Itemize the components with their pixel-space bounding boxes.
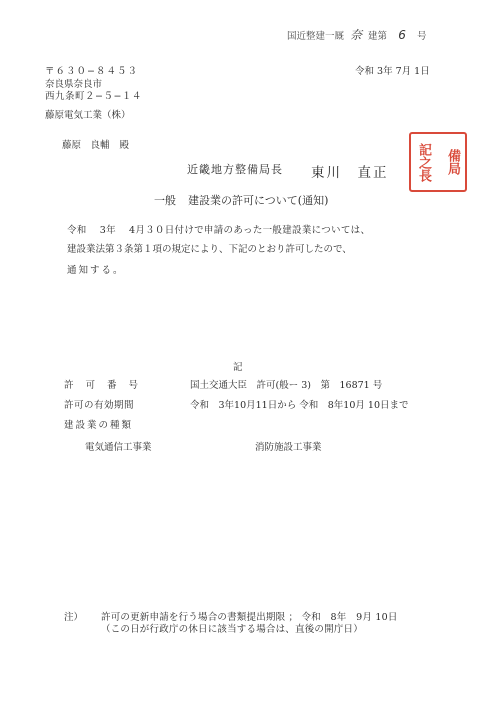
addressee-name: 藤原 良輔 xyxy=(62,140,110,151)
doc-number-handwritten-char: 奈 xyxy=(350,28,363,42)
validity-period-value: 令和 3年10月11日から 令和 8年10月 10日まで xyxy=(190,400,409,411)
subject-title: 建設業の許可について(通知) xyxy=(188,194,329,207)
seal-column-3: 記之長 xyxy=(416,142,431,182)
business-type-label: 建設業の種類 xyxy=(64,420,134,431)
addressee xyxy=(62,141,129,151)
details-heading: 記 xyxy=(233,362,243,373)
issue-date: 令和 3年 7月 1日 xyxy=(355,66,430,77)
doc-number-middle: 建第 xyxy=(368,31,388,42)
subject-prefix: 一般 xyxy=(154,194,176,207)
seal-column-1: 備局 xyxy=(445,149,460,175)
doc-number-prefix: 国近整建一厩 xyxy=(287,31,345,42)
company-name: 藤原電気工業（株） xyxy=(45,110,131,121)
note-line-1: 許可の更新申請を行う場合の書類提出期限 ； 令和 8年 9月 10日 xyxy=(101,612,398,623)
body-line-3: 通知する。 xyxy=(67,265,125,276)
business-type-fire-protection: 消防施設工事業 xyxy=(255,442,322,453)
note-marker: 注） xyxy=(64,612,84,623)
business-type-telecom: 電気通信工事業 xyxy=(85,442,152,453)
validity-period-label: 許可の有効期間 xyxy=(64,400,135,411)
doc-number-suffix: 号 xyxy=(417,31,427,42)
note-line-2: （この日が行政庁の休日に該当する場合は、直後の開庁日） xyxy=(101,624,363,635)
body-line-1: 令和 3年 4月３０日付けで申請のあった一般建設業については、 xyxy=(67,225,371,236)
postal-code: 〒６３０−８４５３ xyxy=(45,66,138,77)
permit-number-value: 国土交通大臣 許可(般ー 3) 第 16871 号 xyxy=(190,380,383,391)
addressee-honorific: 殿 xyxy=(119,140,130,151)
issuer-name: 東川 直正 xyxy=(311,165,389,181)
subject-line xyxy=(154,195,328,206)
permit-number-label: 許可番号 xyxy=(64,380,151,391)
body-line-2: 建設業法第３条第１項の規定により、下記のとおり許可したので、 xyxy=(67,244,352,255)
official-seal xyxy=(409,132,467,192)
address-line-1: 奈良県奈良市 xyxy=(45,79,103,90)
address-line-2: 西九条町２−５−１４ xyxy=(45,91,142,102)
issuer-office: 近畿地方整備局長 xyxy=(187,163,283,176)
doc-number-value: 6 xyxy=(398,28,406,42)
document-number xyxy=(287,29,427,42)
